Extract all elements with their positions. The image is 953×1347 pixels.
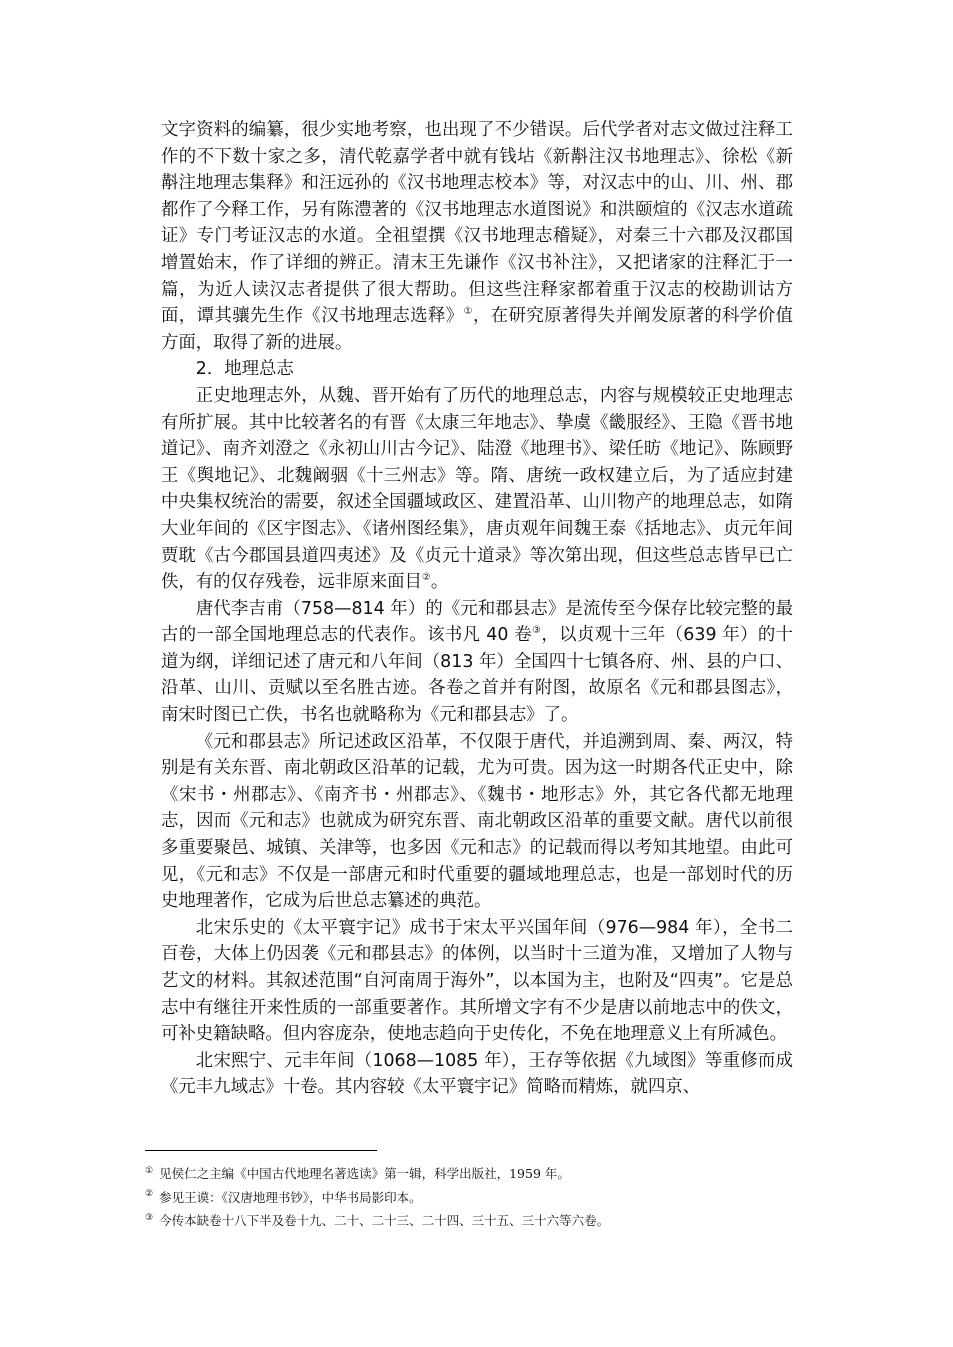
paragraph-text: 文字资料的编纂，很少实地考察，也出现了不少错误。后代学者对志文做过注释工作的不下数十家之多，清代乾嘉学者中就有钱坫《新斠注汉书地理志》、徐松《新斠注地理志集释》和汪远孙的《汉书地理志校本》等，对汉志中的山、川、州、郡都作了今释工作，另有陈澧著的《汉书地理志水道图说》和洪颐煊的《汉志水道疏证》专门考证汉志的水道。全祖望撰《汉书地理志稽疑》，对秦三十六郡及汉郡国增置始末，作了详细的辨正。清末王先谦作《汉书补注》，又把诸家的注释汇于一篇，为近人读汉志者提供了很大帮助。但这些注释家都着重于汉志的校勘训诂方面，谭其骧先生作《汉书地理志选释》 bbox=[161, 120, 793, 327]
footnote-ref-1[interactable]: ① bbox=[463, 306, 473, 318]
paragraph-4: 《元和郡县志》所记述政区沿革，不仅限于唐代，并追溯到周、秦、两汉，特别是有关东晋、南北朝政区沿革的记载，尤为可贵。因为这一时期各代正史中，除《宋书・州郡志》、《南齐书・州郡志》、《魏书・地形志》外，其它各代都无地理志，因而《元和志》也就成为研究东晋、南北朝政区沿革的重要文献。唐代以前很多重要聚邑、城镇、关津等，也多因《元和志》的记载而得以考知其地望。由此可见，《元和志》不仅是一部唐元和时代重要的疆域地理总志，也是一部划时代的历史地理著作，它成为后世总志纂述的典范。 bbox=[161, 731, 793, 912]
paragraph-text: 正史地理志外，从魏、晋开始有了历代的地理总志，内容与规模较正史地理志有所扩展。其中比较著名的有晋《太康三年地志》、挚虞《畿服经》、王隐《晋书地道记》、南齐刘澄之《永初山川古今记》、陆澄《地理书》、梁任昉《地记》、陈顾野王《舆地记》、北魏阚骃《十三州志》等。隋、唐统一政权建立后，为了适应封建中央集权统治的需要，叙述全国疆域政区、建置沿革、山川物产的地理总志，如隋大业年间的《区宇图志》、《诸州图经集》，唐贞观年间魏王泰《括地志》、贞元年间贾耽《古今郡国县道四夷述》及《贞元十道录》等次第出现，但这些总志皆早已亡佚，有的仅存残卷，远非原来面目 bbox=[161, 385, 793, 593]
paragraph-2 bbox=[161, 383, 793, 596]
footnote-text: 见侯仁之主编《中国古代地理名著选读》第一辑，科学出版社，1959 年。 bbox=[159, 1166, 570, 1181]
footnote-text: 参见王谟：《汉唐地理书钞》，中华书局影印本。 bbox=[159, 1189, 422, 1205]
footnote-mark: ③ bbox=[145, 1212, 154, 1223]
footnote-mark: ② bbox=[145, 1189, 154, 1200]
footnotes bbox=[145, 1162, 805, 1233]
footnote-divider bbox=[145, 1150, 377, 1151]
paragraph-text: 。 bbox=[430, 572, 449, 593]
footnote-ref-3[interactable]: ③ bbox=[532, 625, 542, 637]
footnote-1 bbox=[145, 1162, 805, 1186]
main-text bbox=[161, 117, 793, 1101]
section-heading: 2．地理总志 bbox=[195, 359, 294, 380]
footnote-2 bbox=[145, 1186, 805, 1210]
paragraph-text: ，以贞观十三年（639 年）的十道为纲，详细记述了唐元和八年间（813 年）全国四十七镇各府、州、县的户口、沿革、山川、贡赋以至名胜古迹。各卷之首并有附图，故原名《元和郡县图志》，南宋时图已亡佚，书名也就略称为《元和郡县志》了。 bbox=[161, 625, 794, 726]
footnote-text: 今传本缺卷十八下半及卷十九、二十、二十三、二十四、三十五、三十六等六卷。 bbox=[159, 1213, 610, 1228]
paragraph-text: 唐代李吉甫（758—814 年）的《元和郡县志》是流传至今保存比较完整的最古的一部全国地理总志的代表作。该书凡 40 卷 bbox=[161, 598, 793, 646]
paragraph-5: 北宋乐史的《太平寰宇记》成书于宋太平兴国年间（976—984 年），全书二百卷，大体上仍因袭《元和郡县志》的体例，以当时十三道为准，又增加了人物与艺文的材料。其叙述范围“自河南周于海外”，以本国为主，也附及“四夷”。它是总志中有继往开来性质的一部重要著作。其所增文字有不少是唐以前地志中的佚文，可补史籍缺略。但内容庞杂，使地志趋向于史传化，不免在地理意义上有所减色。 bbox=[161, 917, 793, 1045]
paragraph-3 bbox=[161, 596, 793, 729]
paragraph-6: 北宋熙宁、元丰年间（1068—1085 年），王存等依据《九域图》等重修而成《元丰九域志》十卷。其内容较《太平寰宇记》简略而精炼，就四京、 bbox=[161, 1050, 793, 1098]
footnote-3 bbox=[145, 1209, 805, 1233]
paragraph-text: ，在研究原著得失并阐发原著的科学价值方面，取得了新的进展。 bbox=[161, 306, 793, 353]
paragraph-1 bbox=[161, 117, 793, 356]
footnote-mark: ① bbox=[145, 1165, 154, 1176]
footnote-ref-2[interactable]: ② bbox=[421, 572, 431, 584]
